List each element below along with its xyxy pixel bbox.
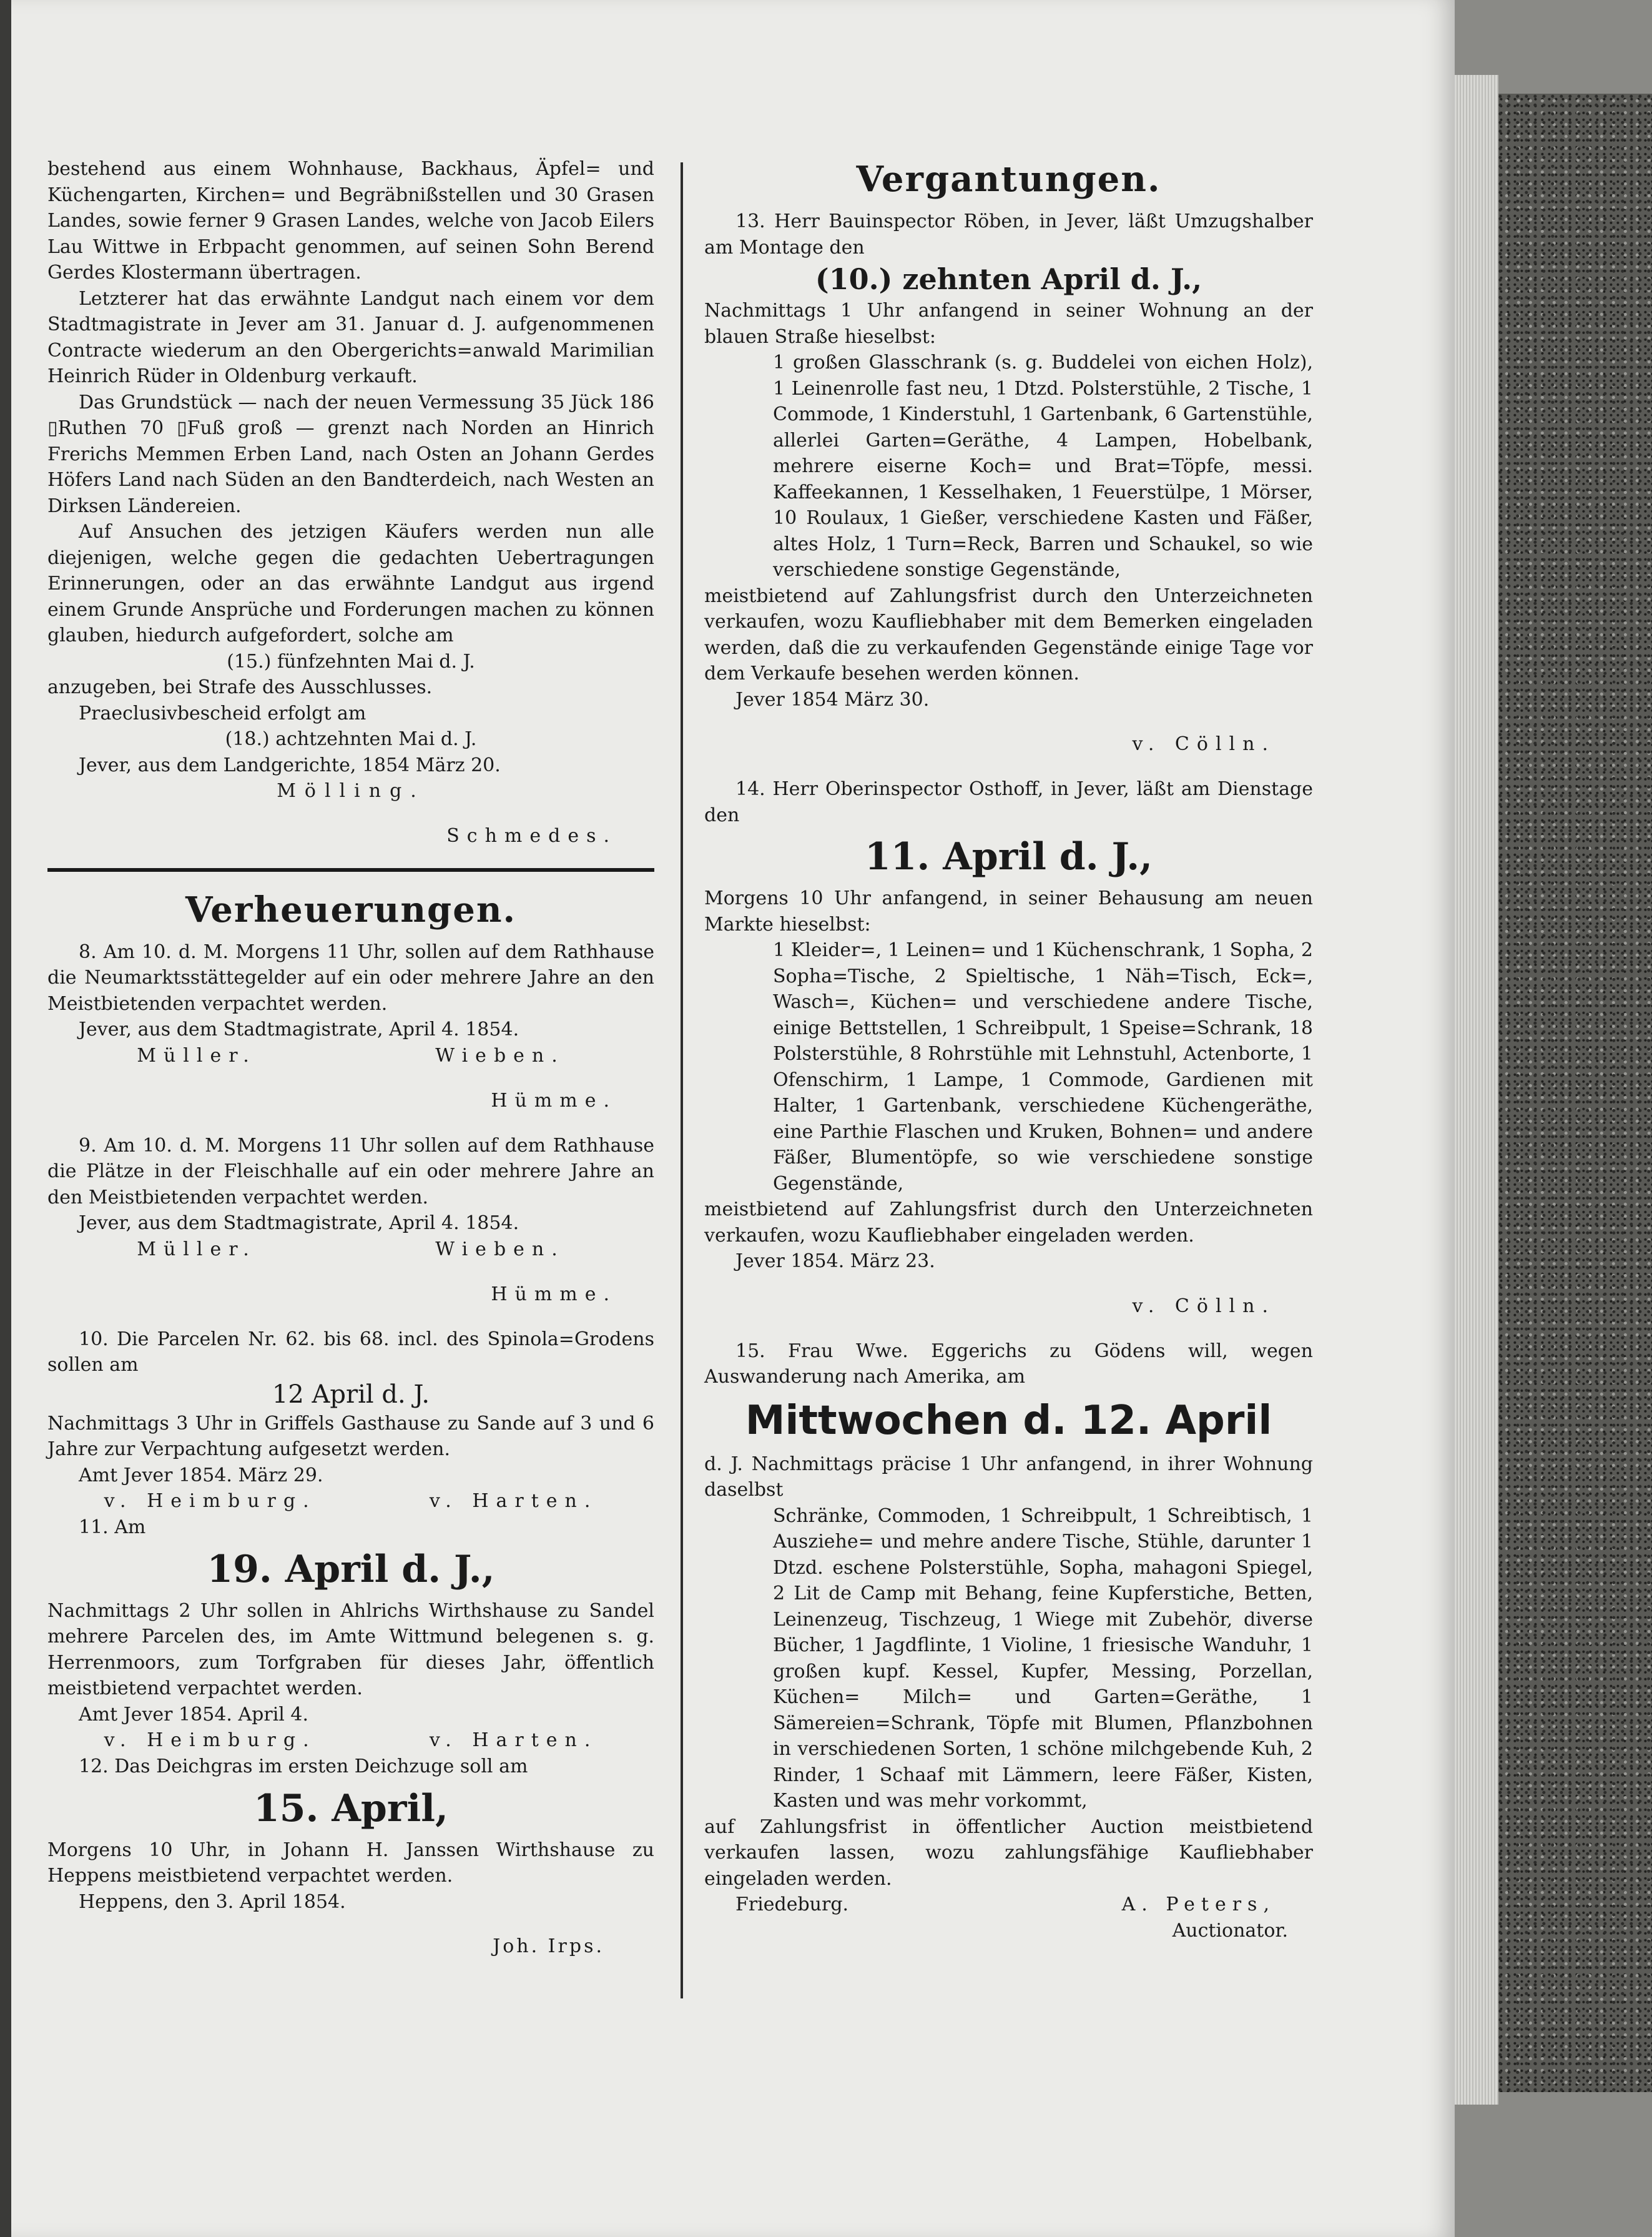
newspaper-page — [11, 0, 1455, 2237]
left-column — [47, 156, 654, 1978]
signature: Schmedes. — [446, 824, 617, 847]
item-list: 1 Kleider=, 1 Leinen= und 1 Küchenschrank, 1 Sopha, 2 Sopha=Tische, 2 Spieltische, 1 Näh=Tisch, Eck=, Wasch=, Küchen= und verschiedene andere Tische, einige Bettstellen, 1 Schreibpult, 1 Speise=Schrank, 18 Polsterstühle, 8 Rohrstühle mit Lehnstuhl, Actenborte, 1 Ofenschirm, 1 Lampe, 1 Commode, Gardienen mit Halter, 1 Gartenbank, verschiedene Küchengeräthe, eine Parthie Flaschen und Kruken, Bohnen= und andere Fäßer, Blumentöpfe, so wie verschiedene sonstige Gegenstände, — [773, 939, 1313, 1195]
notice-12: 12. Das Deichgras im ersten Deichzuge soll am — [79, 1756, 528, 1777]
signature: v. Harten. — [429, 1729, 598, 1751]
column-divider — [681, 162, 683, 1998]
place-date: Jever 1854. März 23. — [735, 1250, 935, 1272]
signature: A. Peters, — [1121, 1894, 1276, 1915]
paragraph: Nachmittags 2 Uhr sollen in Ahlrichs Wirthshause zu Sandel mehrere Parcelen des, im Amte Wittmund belegenen s. g. Herrenmoors, zum Torfgraben für dieses Jahr, öffentlich meistbietend verpachtet werden. — [47, 1599, 654, 1699]
item-list: Schränke, Commoden, 1 Schreibpult, 1 Schreibtisch, 1 Ausziehe= und mehre andere Tische, Stühle, darunter 1 Dtzd. eschene Polsterstühle, Sopha, mahagoni Spiegel, 2 Lit de Camp mit Behang, feine Kupferstiche, Betten, Leinenzeug, Tischzeug, 1 Wiege mit Zubehör, diverse Bücher, 1 Jagdflinte, 1 Violine, 1 friesische Wanduhr, 1 großen kupf. Kessel, Kupfer, Messing, Porzellan, Küchen= Milch= und Garten=Geräthe, 1 Sämereien=Schrank, Töpfe mit Blumen, Pflanzbohnen in verschiedenen Sorten, 1 schöne milchgebende Kuh, 2 Rinder, 1 Schaaf mit Lämmern, leere Fäßer, Kisten, Kasten und was mehr vorkommt, — [773, 1504, 1313, 1812]
place: Friedeburg. — [735, 1894, 849, 1915]
page-stack-edge — [1455, 75, 1498, 2105]
paragraph: Letzterer hat das erwähnte Landgut nach einem vor dem Stadtmagistrate in Jever am 31. Januar d. J. aufgenommenen Contracte wiederum an den Obergerichts=anwald Marimilian Heinrich Rüder in Oldenburg verkauft. — [47, 287, 654, 387]
place-date: Amt Jever 1854. April 4. — [79, 1703, 309, 1726]
deadline-date: (15.) fünfzehnten Mai d. J. — [227, 650, 475, 673]
place-date: Jever, aus dem Landgerichte, 1854 März 20. — [79, 754, 501, 776]
intro-paragraph: bestehend aus einem Wohnhause, Backhaus, Äpfel= und Küchengarten, Kirchen= und Begräbnißstellen und 30 Grasen Landes, sowie ferner 9 Grasen Landes, welche von Jacob Eilers Lau Wittwe in Erbpacht genommen, auf seinen Sohn Berend Gerdes Klostermann übertragen. — [47, 158, 654, 284]
notice-13: 13. Herr Bauinspector Röben, in Jever, läßt Umzugshalber am Montage den — [704, 210, 1313, 259]
notice-8: 8. Am 10. d. M. Morgens 11 Uhr, sollen auf dem Rathhause die Neumarktsstättegelder auf ein oder mehrere Jahre an den Meistbietenden verpachtet werden. — [47, 941, 654, 1015]
signature-row — [704, 1892, 1313, 1918]
paragraph: Das Grundstück — nach der neuen Vermessung 35 Jück 186 ▯Ruthen 70 ▯Fuß groß — grenzt nach Norden an Hinrich Frerichs Memmen Erben Land, nach Osten an Johann Gerdes Höfers Land nach Süden an den Bandterdeich, nach Westen an Dirksen Ländereien. — [47, 391, 654, 517]
signature: Müller. — [137, 1238, 257, 1260]
deadline-date: (18.) achtzehnten Mai d. J. — [225, 728, 477, 750]
place-date: Jever 1854 März 30. — [735, 688, 930, 711]
signature-row — [47, 1043, 654, 1069]
book-cover-board — [1498, 94, 1652, 2092]
signature: Müller. — [137, 1044, 257, 1067]
notice-date: 12 April d. J. — [272, 1380, 430, 1409]
paragraph: d. J. Nachmittags präcise 1 Uhr anfangend, in ihrer Wohnung daselbst — [704, 1453, 1313, 1501]
paragraph: auf Zahlungsfrist in öffentlicher Auction meistbietend verkaufen lassen, wozu zahlungsfähige Kaufliebhaber eingeladen werden. — [704, 1815, 1313, 1890]
signature: Mölling. — [277, 780, 425, 802]
notice-11: 11. Am — [79, 1516, 146, 1538]
signature: v. Heimburg. — [104, 1490, 317, 1512]
notice-10: 10. Die Parcelen Nr. 62. bis 68. incl. des Spinola=Grodens sollen am — [47, 1328, 654, 1376]
signature-row — [47, 1727, 654, 1754]
place-date: Heppens, den 3. April 1854. — [79, 1890, 346, 1913]
signature-row — [47, 1488, 654, 1514]
place-date: Jever, aus dem Stadtmagistrate, April 4. 1854. — [79, 1212, 519, 1234]
notice-date: Mittwochen d. 12. April — [745, 1397, 1272, 1444]
notice-date: 19. April d. J., — [207, 1547, 495, 1591]
signature: Wieben. — [435, 1044, 565, 1067]
scan-border — [0, 0, 11, 2237]
signature: v. Harten. — [429, 1490, 598, 1512]
paragraph: meistbietend auf Zahlungsfrist durch den Unterzeichneten verkaufen, wozu Kaufliebhaber mit dem Bemerken eingeladen werden, daß die zu verkaufenden Gegenstände einige Tage vor dem Verkaufe besehen werden können. — [704, 585, 1313, 684]
section-heading: Verheuerungen. — [185, 889, 517, 931]
signature: Wieben. — [435, 1238, 565, 1260]
signature: Hümme. — [491, 1283, 617, 1305]
notice-date: (10.) zehnten April d. J., — [815, 262, 1202, 296]
place-date: Amt Jever 1854. März 29. — [79, 1464, 323, 1486]
paragraph: Nachmittags 1 Uhr anfangend in seiner Wohnung an der blauen Straße hieselbst: — [704, 300, 1313, 348]
place-date: Jever, aus dem Stadtmagistrate, April 4. 1854. — [79, 1019, 519, 1040]
paragraph: Morgens 10 Uhr anfangend, in seiner Behausung am neuen Markte hieselbst: — [704, 887, 1313, 936]
section-heading: Vergantungen. — [856, 159, 1161, 200]
section-divider — [47, 868, 654, 872]
signature-role: Auctionator. — [1172, 1920, 1288, 1942]
paragraph: meistbietend auf Zahlungsfrist durch den Unterzeichneten verkaufen, wozu Kaufliebhaber eingeladen werden. — [704, 1198, 1313, 1247]
paragraph: anzugeben, bei Strafe des Ausschlusses. — [47, 676, 433, 698]
paragraph: Nachmittags 3 Uhr in Griffels Gasthause zu Sande auf 3 und 6 Jahre zur Verpachtung aufgesetzt werden. — [47, 1412, 654, 1460]
signature: v. Cölln. — [1132, 733, 1276, 755]
signature: v. Cölln. — [1132, 1295, 1276, 1317]
right-column — [704, 156, 1313, 1944]
signature-row — [47, 1237, 654, 1263]
signature: v. Heimburg. — [104, 1729, 317, 1751]
notice-15: 15. Frau Wwe. Eggerichs zu Gödens will, wegen Auswanderung nach Amerika, am — [704, 1340, 1313, 1388]
paragraph: Morgens 10 Uhr, in Johann H. Janssen Wirthshause zu Heppens meistbietend verpachtet werden. — [47, 1839, 654, 1887]
paragraph: Auf Ansuchen des jetzigen Käufers werden nun alle diejenigen, welche gegen die gedachten Uebertragungen Erinnerungen, oder an das erwähnte Landgut aus irgend einem Grunde Ansprüche und Forderungen machen zu können glauben, hiedurch aufgefordert, solche am — [47, 521, 654, 646]
notice-date: 15. April, — [253, 1786, 448, 1830]
signature: Joh. Irps. — [493, 1935, 604, 1957]
notice-9: 9. Am 10. d. M. Morgens 11 Uhr sollen auf dem Rathhause die Plätze in der Fleischhalle auf ein oder mehrere Jahre an den Meistbietenden verpachtet werden. — [47, 1134, 654, 1208]
signature: Hümme. — [491, 1089, 617, 1112]
notice-date: 11. April d. J., — [864, 835, 1153, 879]
paragraph: Praeclusivbescheid erfolgt am — [79, 702, 366, 724]
notice-14: 14. Herr Oberinspector Osthoff, in Jever, läßt am Dienstage den — [704, 778, 1313, 826]
item-list: 1 großen Glasschrank (s. g. Buddelei von eichen Holz), 1 Leinenrolle fast neu, 1 Dtzd. Polsterstühle, 2 Tische, 1 Commode, 1 Kinderstuhl, 1 Gartenbank, 6 Gartenstühle, allerlei Garten=Geräthe, 4 Lampen, Hobelbank, mehrere eiserne Koch= und Brat=Töpfe, messi. Kaffeekannen, 1 Kesselhaken, 1 Feuerstülpe, 1 Mörser, 10 Roulaux, 1 Gießer, verschiedene Kasten und Fäßer, altes Holz, 1 Turn=Reck, Barren und Schaukel, so wie verschiedene sonstige Gegenstände, — [773, 352, 1313, 581]
